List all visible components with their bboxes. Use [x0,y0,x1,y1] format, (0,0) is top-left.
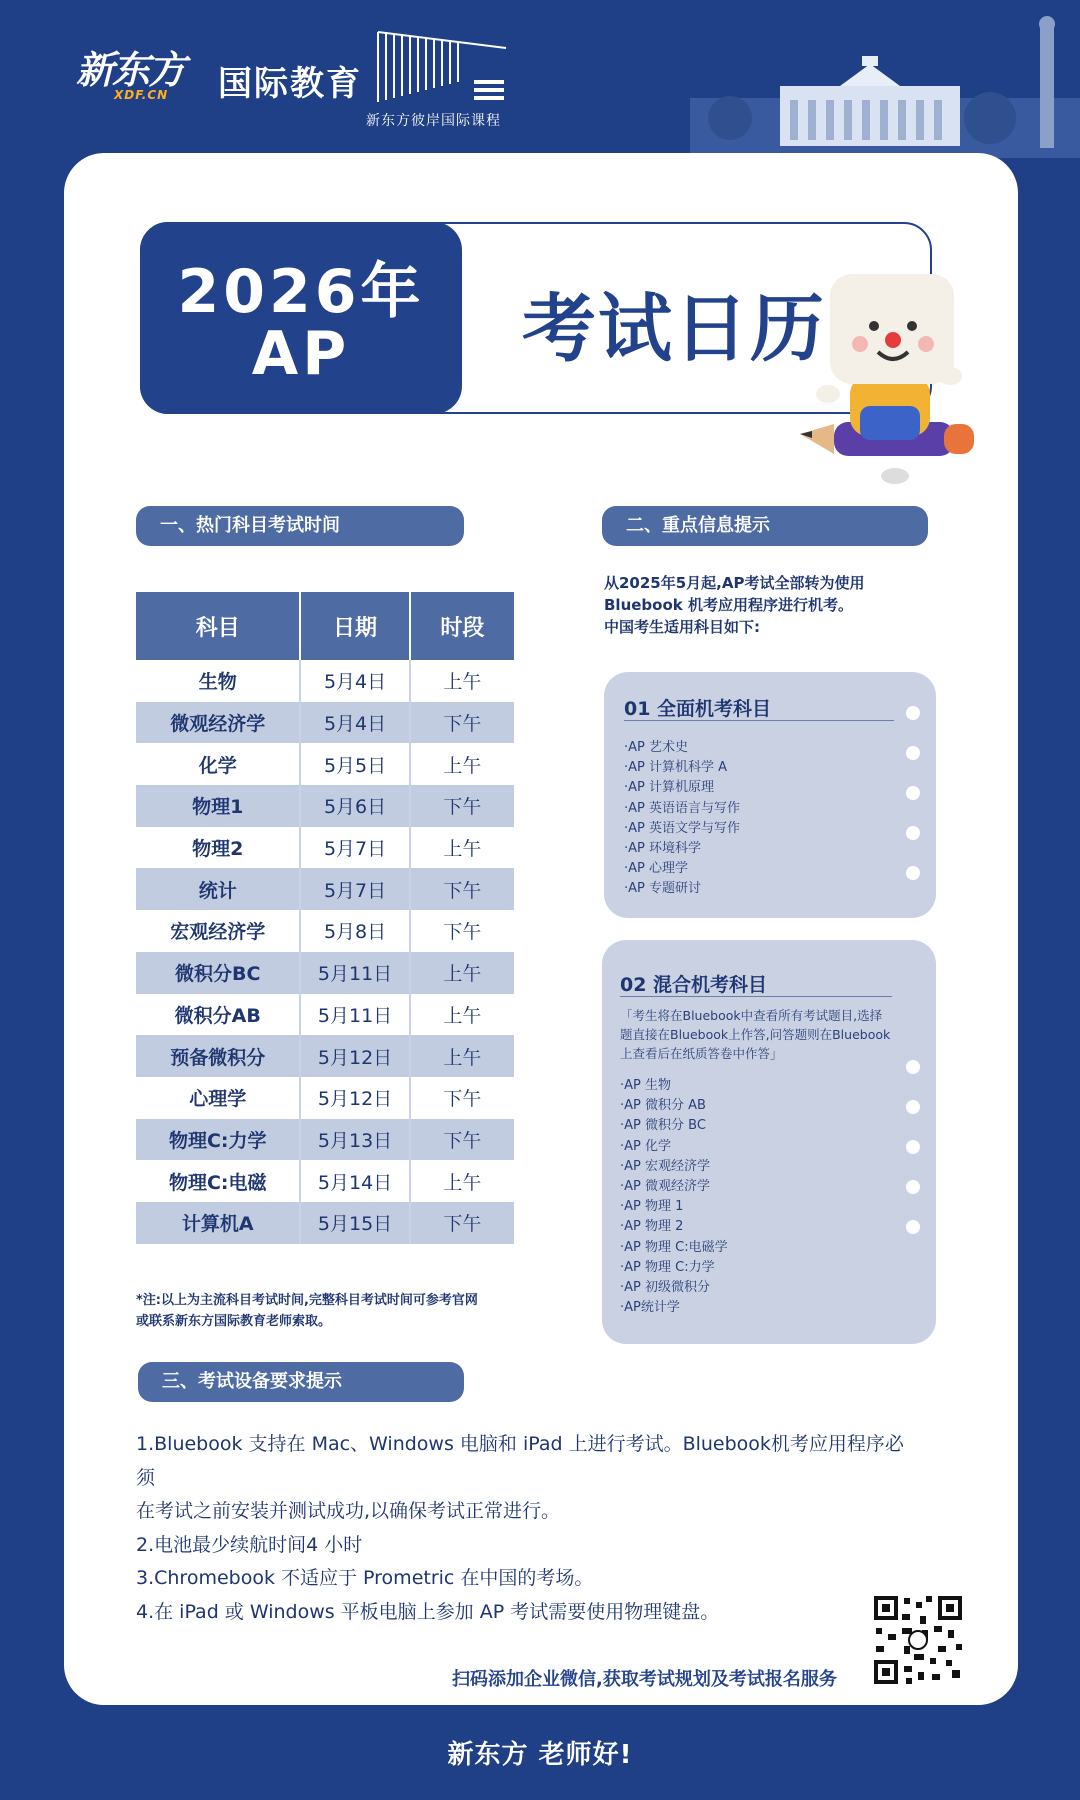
list-item: ·AP 英语文学与写作 [624,820,740,836]
title-year: 2026年 [177,257,425,327]
cell-period: 下午 [410,1119,514,1161]
list-item: ·AP 初级微积分 [620,1280,710,1296]
binder-ring-icon [906,866,920,880]
cell-subject: 物理C:电磁 [136,1160,300,1202]
list-item: ·AP 化学 [620,1138,671,1154]
cell-date: 5月12日 [300,1077,409,1119]
footnote-line: *注:以上为主流科目考试时间,完整科目考试时间可参考官网 [136,1293,478,1308]
cell-subject: 生物 [136,660,300,702]
binder-ring-icon [906,786,920,800]
cell-subject: 微积分AB [136,994,300,1036]
table-row [136,660,514,702]
cell-period: 上午 [410,952,514,994]
cell-period: 下午 [410,1077,514,1119]
table-row [136,1119,514,1161]
table-header-row [136,592,514,660]
column-header-subject: 科目 [136,592,300,660]
cell-subject: 计算机A [136,1202,300,1244]
cell-subject: 统计 [136,868,300,910]
table-row [136,952,514,994]
list-item: ·AP 微积分 AB [620,1098,706,1114]
brand-name: 国际教育 [218,64,362,104]
list-item: ·AP 微观经济学 [620,1179,710,1195]
cell-subject: 微积分BC [136,952,300,994]
table-row [136,1035,514,1077]
card-title: 01 全面机考科目 [624,698,772,720]
cell-period: 下午 [410,868,514,910]
intro-line: 中国考生适用科目如下: [604,618,760,636]
table-row [136,743,514,785]
cell-period: 下午 [410,702,514,744]
card-divider [624,720,894,721]
cell-date: 5月15日 [300,1202,409,1244]
table-row [136,702,514,744]
cell-period: 下午 [410,785,514,827]
table-row [136,1077,514,1119]
binder-ring-icon [906,1140,920,1154]
binder-ring-icon [906,826,920,840]
list-item: ·AP 生物 [620,1078,671,1093]
white-house-illustration-icon [690,8,1080,158]
list-item: ·AP 心理学 [624,861,688,877]
requirement-item: 3.Chromebook 不适应于 Prometric 在中国的考场。 [136,1567,594,1589]
list-item: ·AP 专题研讨 [624,881,701,897]
list-item: ·AP 微积分 BC [620,1118,706,1134]
cell-subject: 物理1 [136,785,300,827]
footer-slogan: 新东方 老师好! [447,1740,633,1770]
list-item: ·AP 物理 C:电磁学 [620,1239,728,1255]
list-item: ·AP 英语语言与写作 [624,800,740,816]
tagline: 新东方彼岸国际课程 [366,113,501,129]
list-item: ·AP 计算机科学 A [624,760,728,776]
xdf-logo [76,48,201,100]
logo-text: 新东方 [76,48,185,92]
page-title: 考试日历 [522,286,826,372]
card-divider [620,996,892,997]
cell-subject: 化学 [136,743,300,785]
cell-date: 5月7日 [300,827,409,869]
requirement-item: 4.在 iPad 或 Windows 平板电脑上参加 AP 考试需要使用物理键盘。 [136,1600,720,1623]
cell-date: 5月11日 [300,994,409,1036]
subject-list [624,738,740,900]
cell-subject: 微观经济学 [136,702,300,744]
table-row [136,827,514,869]
cell-subject: 宏观经济学 [136,910,300,952]
cell-subject: 心理学 [136,1077,300,1119]
wechat-qr-code-icon[interactable] [872,1594,964,1686]
requirement-item-continued: 在考试之前安装并测试成功,以确保考试正常进行。 [136,1500,561,1522]
list-item: ·AP 环境科学 [624,841,701,857]
footnote-line: 或联系新东方国际教育老师索取。 [136,1314,332,1329]
exam-schedule-table [136,592,514,1244]
device-requirements-list [136,1428,916,1629]
cell-period: 上午 [410,994,514,1036]
requirement-item: 2.电池最少续航时间4 小时 [136,1533,363,1556]
logo-domain: XDF.CN [114,88,169,102]
curriculum-logo-icon [374,28,510,108]
requirement-item: 1.Bluebook 支持在 Mac、Windows 电脑和 iPad 上进行考试。Bluebook机考应用程序必须 [136,1433,904,1489]
column-header-period: 时段 [410,592,514,660]
title-year-box [140,222,462,414]
list-item: ·AP 艺术史 [624,740,688,755]
cell-period: 上午 [410,1160,514,1202]
binder-ring-icon [906,706,920,720]
list-item: ·AP 宏观经济学 [620,1158,710,1174]
binder-ring-icon [906,1220,920,1234]
cell-date: 5月11日 [300,952,409,994]
intro-line: Bluebook 机考应用程序进行机考。 [604,596,853,614]
cell-period: 上午 [410,1035,514,1077]
cell-date: 5月4日 [300,660,409,702]
cell-subject: 物理C:力学 [136,1119,300,1161]
mascot-illustration-icon [800,266,980,506]
cell-period: 上午 [410,660,514,702]
hybrid-explanation [620,1006,890,1063]
cell-date: 5月4日 [300,702,409,744]
cell-period: 下午 [410,910,514,952]
card-title: 02 混合机考科目 [620,974,768,996]
column-header-date: 日期 [300,592,409,660]
list-item: ·AP 计算机原理 [624,780,714,796]
list-item: ·AP 物理 1 [620,1199,684,1215]
cell-date: 5月8日 [300,910,409,952]
binder-ring-icon [906,1180,920,1194]
table-row [136,994,514,1036]
list-item: ·AP 物理 C:力学 [620,1259,715,1275]
section-heading-key-info: 二、重点信息提示 [602,506,928,546]
table-footnote [136,1290,536,1332]
cell-subject: 物理2 [136,827,300,869]
cell-date: 5月6日 [300,785,409,827]
list-item: ·AP 物理 2 [620,1219,684,1235]
table-row [136,1202,514,1244]
section-heading-device-requirements: 三、考试设备要求提示 [138,1362,464,1402]
section-heading-exam-times: 一、热门科目考试时间 [136,506,464,546]
binder-ring-icon [906,1060,920,1074]
explanation-line: 「考生将在Bluebook中查看所有考试题目,选择 [620,1008,883,1023]
cell-date: 5月14日 [300,1160,409,1202]
binder-ring-icon [906,1100,920,1114]
subject-list [620,1076,728,1318]
list-item: ·AP统计学 [620,1300,680,1316]
cell-date: 5月12日 [300,1035,409,1077]
cell-date: 5月13日 [300,1119,409,1161]
qr-caption: 扫码添加企业微信,获取考试规划及考试报名服务 [452,1669,837,1690]
cell-subject: 预备微积分 [136,1035,300,1077]
explanation-line: 上查看后在纸质答卷中作答」 [620,1046,783,1061]
explanation-line: 题直接在Bluebook上作答,问答题则在Bluebook [620,1027,891,1042]
table-row [136,1160,514,1202]
cell-period: 上午 [410,743,514,785]
cell-period: 上午 [410,827,514,869]
cell-date: 5月5日 [300,743,409,785]
full-digital-subjects-card [604,672,936,918]
table-row [136,868,514,910]
binder-ring-icon [906,746,920,760]
table-row [136,785,514,827]
table-row [136,910,514,952]
intro-line: 从2025年5月起,AP考试全部转为使用 [604,574,865,592]
hybrid-subjects-card [602,940,936,1344]
title-exam: AP [251,319,351,389]
key-info-intro [604,572,934,638]
cell-date: 5月7日 [300,868,409,910]
cell-period: 下午 [410,1202,514,1244]
